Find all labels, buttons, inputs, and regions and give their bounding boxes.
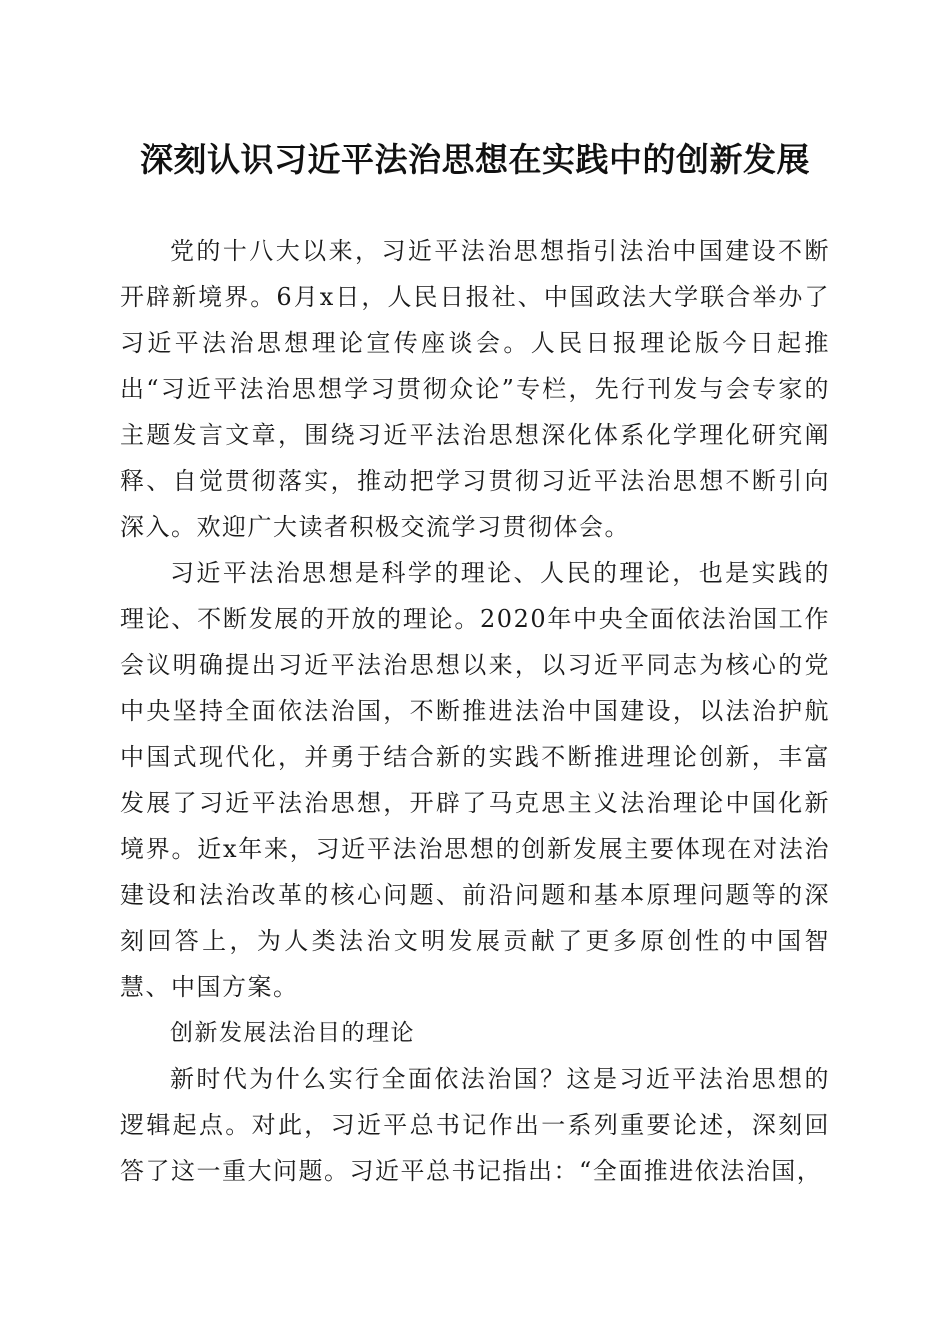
paragraph-section: 新时代为什么实行全面依法治国？这是习近平法治思想的逻辑起点。对此，习近平总书记作出一系列重要论述，深刻回答了这一重大问题。习近平总书记指出：“全面推进依法治国，	[120, 1065, 830, 1185]
paragraph-intro: 党的十八大以来，习近平法治思想指引法治中国建设不断开辟新境界。6月x日，人民日报社、中国政法大学联合举办了习近平法治思想理论宣传座谈会。人民日报理论版今日起推出“习近平法治思想学习贯彻众论”专栏，先行刊发与会专家的主题发言文章，围绕习近平法治思想深化体系化学理化研究阐释、自觉贯彻落实，推动把学习贯彻习近平法治思想不断引向深入。欢迎广大读者积极交流学习贯彻体会。	[120, 237, 830, 541]
paragraph-theory: 习近平法治思想是科学的理论、人民的理论，也是实践的理论、不断发展的开放的理论。2020年中央全面依法治国工作会议明确提出习近平法治思想以来，以习近平同志为核心的党中央坚持全面依法治国，不断推进法治中国建设，以法治护航中国式现代化，并勇于结合新的实践不断推进理论创新，丰富发展了习近平法治思想，开辟了马克思主义法治理论中国化新境界。近x年来，习近平法治思想的创新发展主要体现在对法治建设和法治改革的核心问题、前沿问题和基本原理问题等的深刻回答上，为人类法治文明发展贡献了更多原创性的中国智慧、中国方案。	[120, 559, 830, 1001]
document-title: 深刻认识习近平法治思想在实践中的创新发展	[140, 140, 810, 179]
document-body	[120, 228, 830, 1194]
section-heading: 创新发展法治目的理论	[170, 1020, 415, 1046]
